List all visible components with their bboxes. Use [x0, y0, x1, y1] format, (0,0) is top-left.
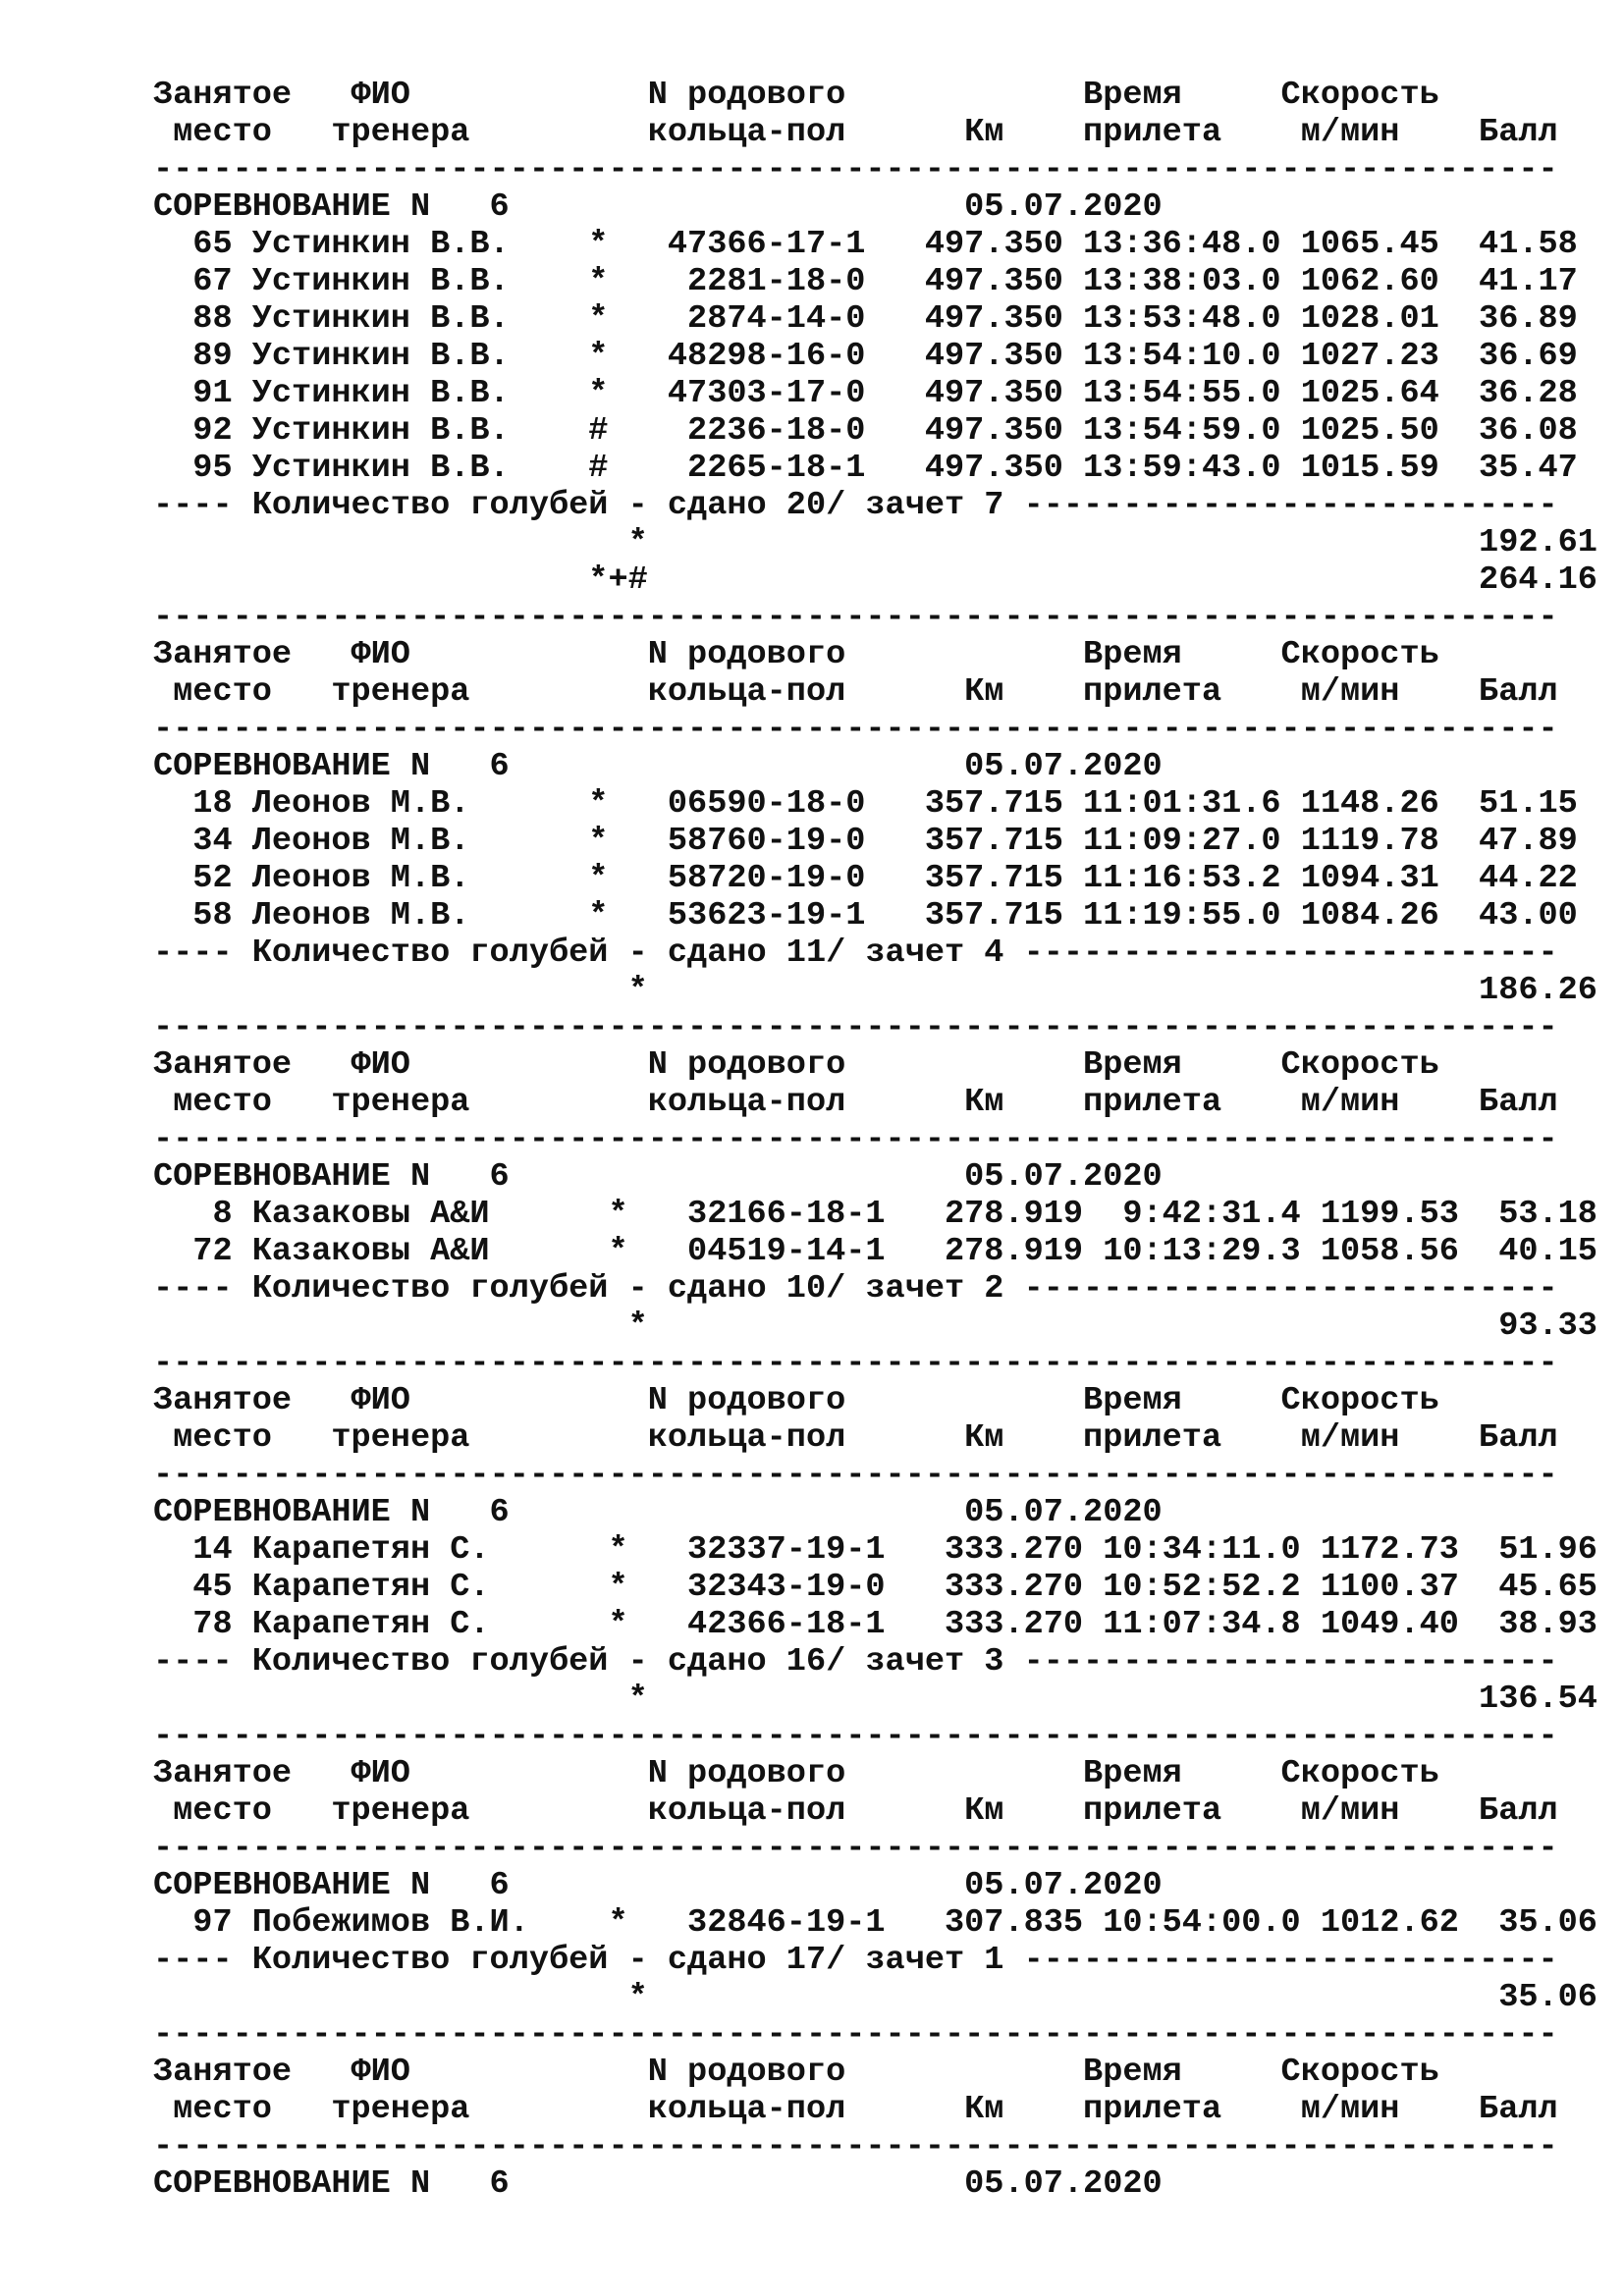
separator-line: -----------------------------------------------------------------------: [153, 1121, 1558, 1158]
separator-line: -----------------------------------------------------------------------: [153, 1009, 1558, 1046]
result-row: 78 Карапетян С. * 42366-18-1 333.270 11:07:34.8 1049.40 38.93: [153, 1606, 1597, 1643]
result-row: 34 Леонов М.В. * 58760-19-0 357.715 11:09:27.0 1119.78 47.89: [153, 823, 1578, 860]
separator-line: -----------------------------------------------------------------------: [153, 711, 1558, 748]
pigeon-count-line: ---- Количество голубей - сдано 16/ зачет 3 ---------------------------: [153, 1643, 1558, 1681]
separator-line: -----------------------------------------------------------------------: [153, 1718, 1558, 1755]
separator-line: -----------------------------------------------------------------------: [153, 1830, 1558, 1867]
results-printout: [153, 77, 1597, 2203]
column-header-line: место тренера кольца-пол Км прилета м/мин Балл: [153, 2091, 1558, 2128]
pigeon-count-line: ---- Количество голубей - сдано 17/ зачет 1 ---------------------------: [153, 1942, 1558, 1979]
separator-line: -----------------------------------------------------------------------: [153, 599, 1558, 636]
separator-line: -----------------------------------------------------------------------: [153, 1345, 1558, 1382]
result-row: 14 Карапетян С. * 32337-19-1 333.270 10:34:11.0 1172.73 51.96: [153, 1531, 1597, 1569]
result-row: 91 Устинкин В.В. * 47303-17-0 497.350 13:54:55.0 1025.64 36.28: [153, 375, 1578, 412]
competition-line: СОРЕВНОВАНИЕ N 6 05.07.2020: [153, 1867, 1163, 1904]
points-total-line: * 186.26: [153, 972, 1597, 1009]
result-row: 67 Устинкин В.В. * 2281-18-0 497.350 13:38:03.0 1062.60 41.17: [153, 263, 1578, 300]
result-row: 8 Казаковы А&И * 32166-18-1 278.919 9:42:31.4 1199.53 53.18: [153, 1196, 1597, 1233]
competition-line: СОРЕВНОВАНИЕ N 6 05.07.2020: [153, 748, 1163, 785]
pigeon-count-line: ---- Количество голубей - сдано 11/ зачет 4 ---------------------------: [153, 934, 1558, 972]
result-row: 18 Леонов М.В. * 06590-18-0 357.715 11:01:31.6 1148.26 51.15: [153, 785, 1578, 823]
separator-line: -----------------------------------------------------------------------: [153, 151, 1558, 188]
column-header-line: место тренера кольца-пол Км прилета м/мин Балл: [153, 673, 1558, 711]
result-row: 92 Устинкин В.В. # 2236-18-0 497.350 13:54:59.0 1025.50 36.08: [153, 412, 1578, 450]
competition-line: СОРЕВНОВАНИЕ N 6 05.07.2020: [153, 1494, 1163, 1531]
pigeon-count-line: ---- Количество голубей - сдано 20/ зачет 7 ---------------------------: [153, 487, 1558, 524]
result-row: 97 Побежимов В.И. * 32846-19-1 307.835 10:54:00.0 1012.62 35.06: [153, 1904, 1597, 1942]
column-header-line: Занятое ФИО N родового Время Скорость: [153, 1046, 1439, 1084]
competition-line: СОРЕВНОВАНИЕ N 6 05.07.2020: [153, 2165, 1163, 2203]
column-header-line: Занятое ФИО N родового Время Скорость: [153, 77, 1439, 114]
column-header-line: место тренера кольца-пол Км прилета м/мин Балл: [153, 114, 1558, 151]
column-header-line: Занятое ФИО N родового Время Скорость: [153, 636, 1439, 673]
result-row: 88 Устинкин В.В. * 2874-14-0 497.350 13:53:48.0 1028.01 36.89: [153, 300, 1578, 338]
result-row: 89 Устинкин В.В. * 48298-16-0 497.350 13:54:10.0 1027.23 36.69: [153, 338, 1578, 375]
separator-line: -----------------------------------------------------------------------: [153, 2128, 1558, 2165]
pigeon-count-line: ---- Количество голубей - сдано 10/ зачет 2 ---------------------------: [153, 1270, 1558, 1308]
competition-line: СОРЕВНОВАНИЕ N 6 05.07.2020: [153, 188, 1163, 226]
result-row: 65 Устинкин В.В. * 47366-17-1 497.350 13:36:48.0 1065.45 41.58: [153, 226, 1578, 263]
result-row: 58 Леонов М.В. * 53623-19-1 357.715 11:19:55.0 1084.26 43.00: [153, 897, 1578, 934]
column-header-line: место тренера кольца-пол Км прилета м/мин Балл: [153, 1419, 1558, 1457]
column-header-line: Занятое ФИО N родового Время Скорость: [153, 1755, 1439, 1792]
points-total-line: * 136.54: [153, 1681, 1597, 1718]
points-total-line: *+# 264.16: [153, 561, 1597, 599]
separator-line: -----------------------------------------------------------------------: [153, 2016, 1558, 2054]
points-total-line: * 192.61: [153, 524, 1597, 561]
points-total-line: * 35.06: [153, 1979, 1597, 2016]
result-row: 52 Леонов М.В. * 58720-19-0 357.715 11:16:53.2 1094.31 44.22: [153, 860, 1578, 897]
competition-line: СОРЕВНОВАНИЕ N 6 05.07.2020: [153, 1158, 1163, 1196]
result-row: 72 Казаковы А&И * 04519-14-1 278.919 10:13:29.3 1058.56 40.15: [153, 1233, 1597, 1270]
separator-line: -----------------------------------------------------------------------: [153, 1457, 1558, 1494]
result-row: 95 Устинкин В.В. # 2265-18-1 497.350 13:59:43.0 1015.59 35.47: [153, 450, 1578, 487]
column-header-line: место тренера кольца-пол Км прилета м/мин Балл: [153, 1084, 1558, 1121]
result-row: 45 Карапетян С. * 32343-19-0 333.270 10:52:52.2 1100.37 45.65: [153, 1569, 1597, 1606]
column-header-line: Занятое ФИО N родового Время Скорость: [153, 1382, 1439, 1419]
column-header-line: место тренера кольца-пол Км прилета м/мин Балл: [153, 1792, 1558, 1830]
points-total-line: * 93.33: [153, 1308, 1597, 1345]
column-header-line: Занятое ФИО N родового Время Скорость: [153, 2054, 1439, 2091]
